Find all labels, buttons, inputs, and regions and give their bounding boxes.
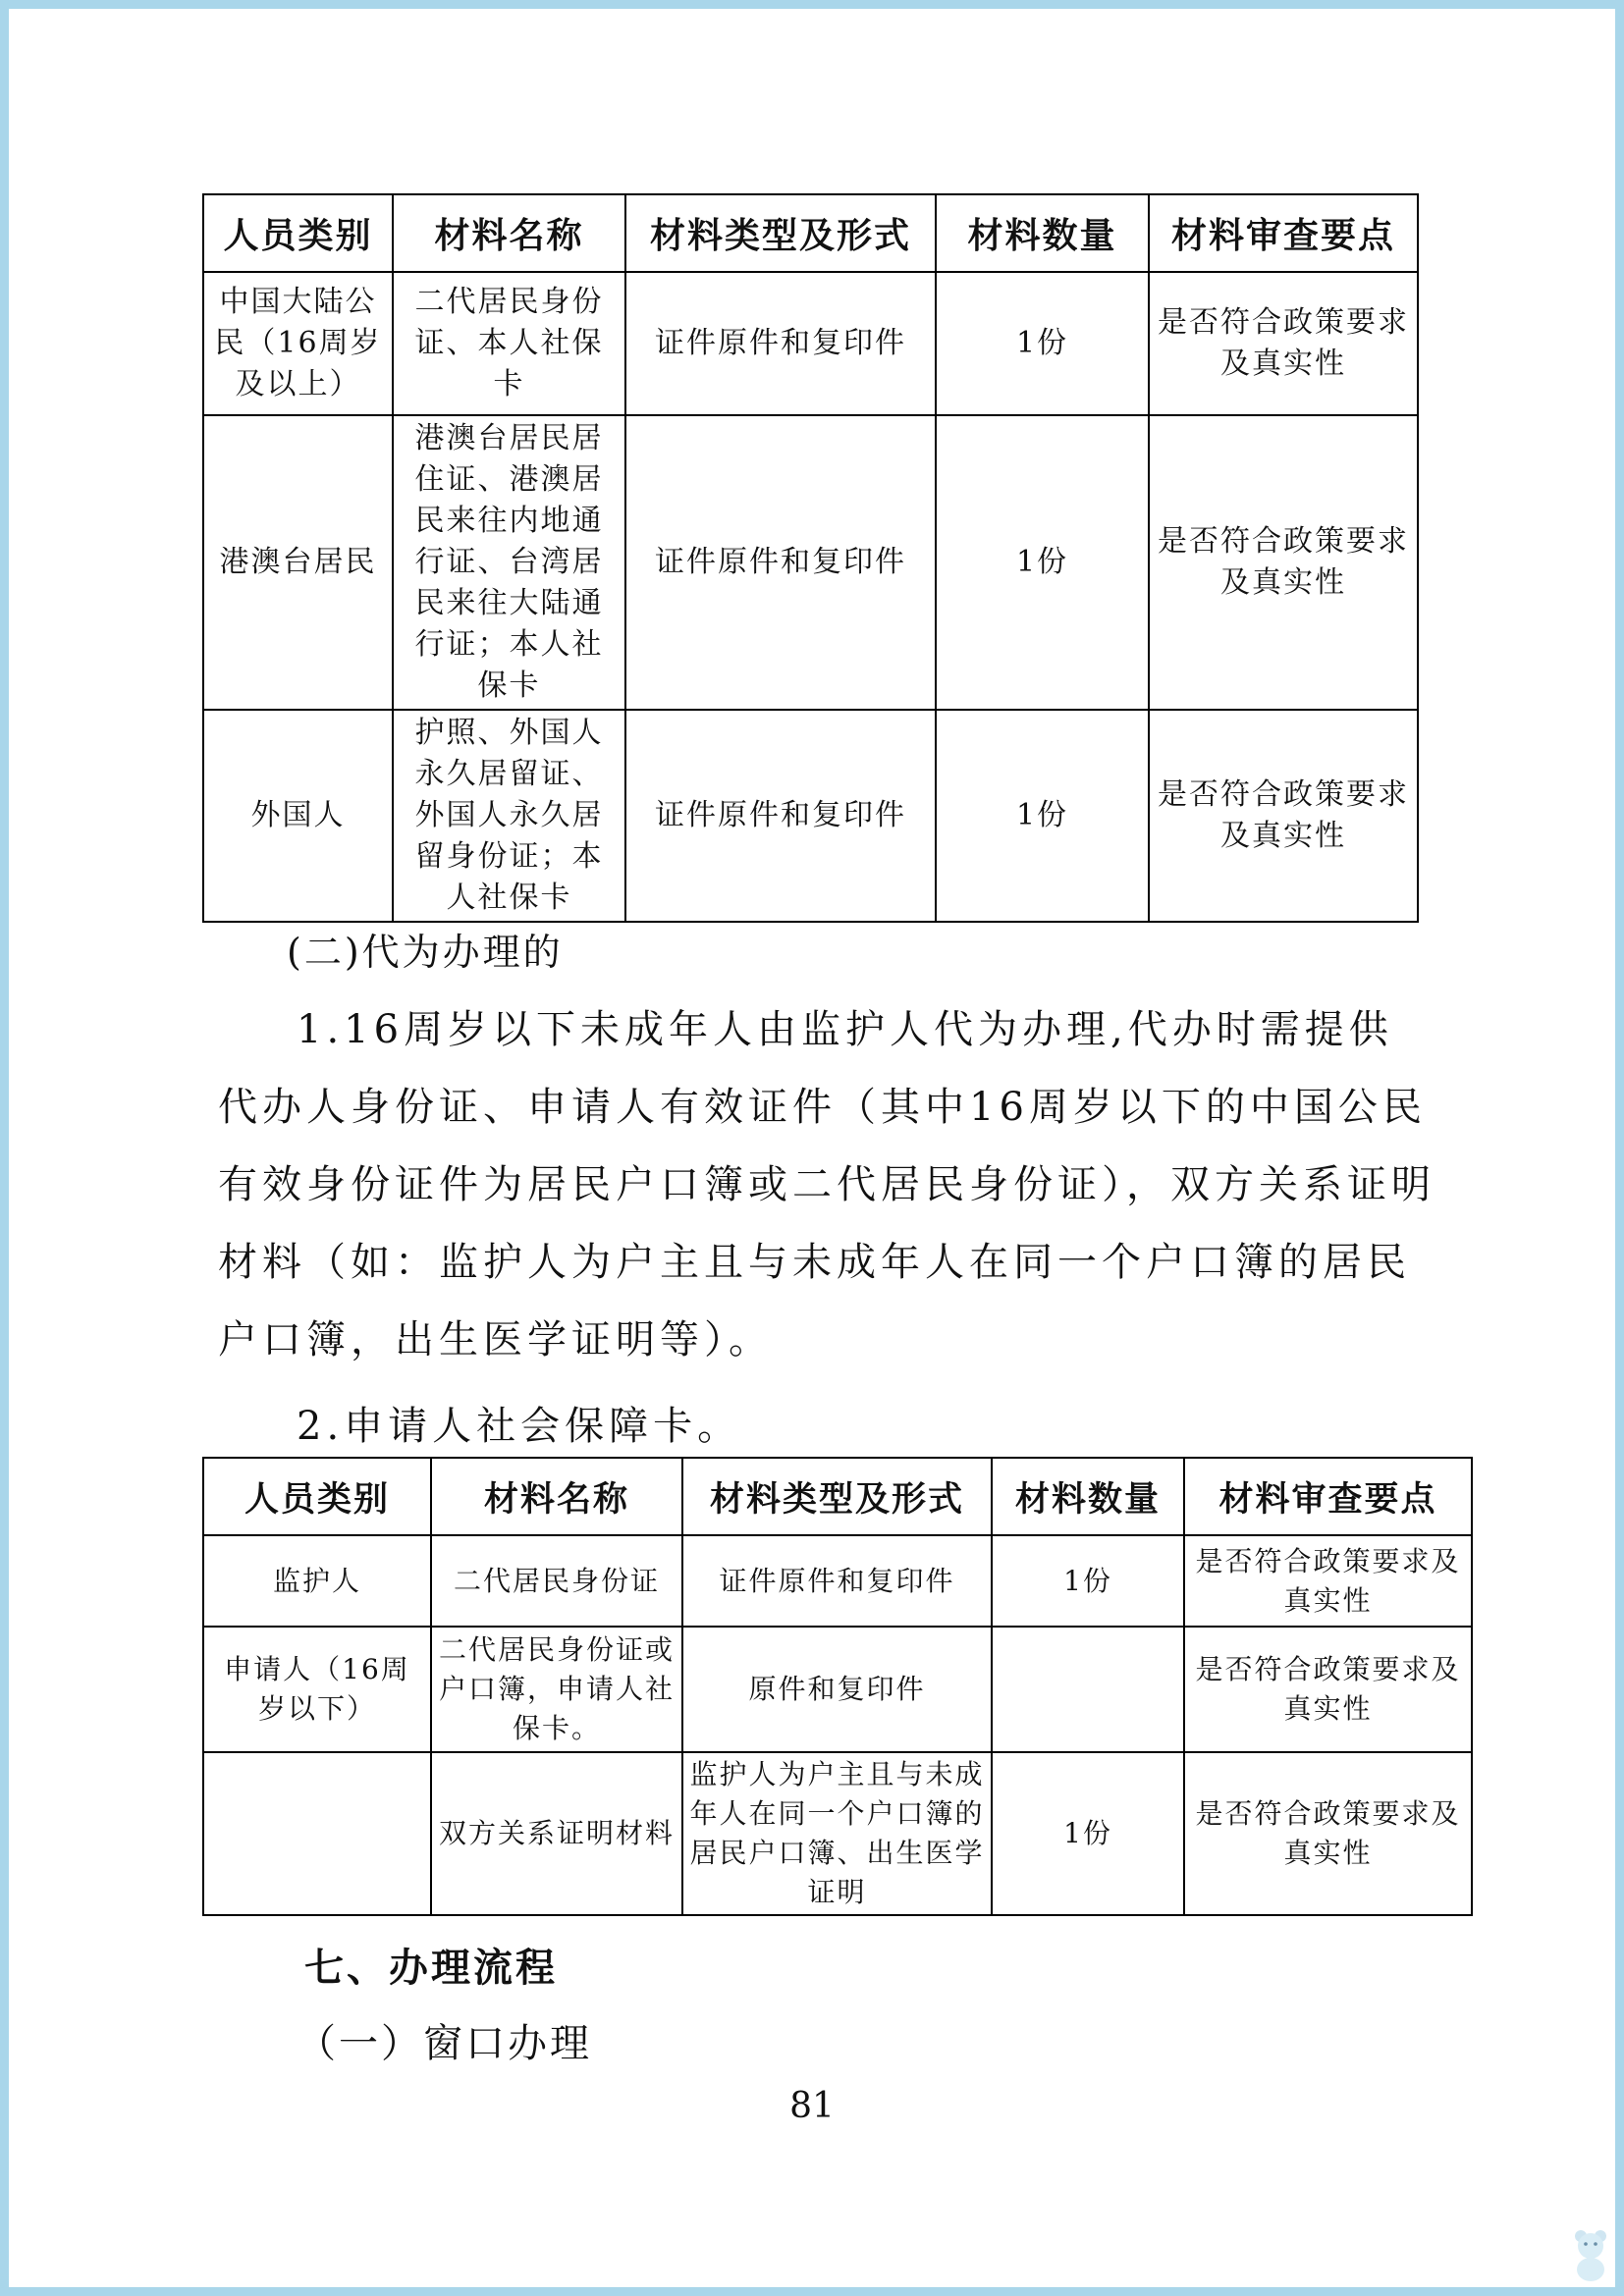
cell-quantity — [992, 1627, 1184, 1752]
cell-review: 是否符合政策要求及真实性 — [1149, 710, 1418, 922]
table-header-row — [203, 194, 1418, 272]
table-row — [203, 710, 1418, 922]
cell-review: 是否符合政策要求及真实性 — [1149, 415, 1418, 710]
header-category: 人员类别 — [203, 1458, 431, 1535]
cell-category: 港澳台居民 — [203, 415, 393, 710]
cell-type: 原件和复印件 — [682, 1627, 992, 1752]
cell-type: 证件原件和复印件 — [625, 710, 936, 922]
table-row — [203, 1535, 1472, 1627]
page-number: 81 — [789, 2086, 835, 2126]
materials-table-proxy — [202, 1457, 1473, 1916]
cell-category — [203, 1752, 431, 1915]
header-review: 材料审查要点 — [1184, 1458, 1472, 1535]
proxy-item-1: 1.16周岁以下未成年人由监护人代为办理,代办时需提供代办人身份证、申请人有效证件（其中16周岁以下的中国公民有效身份证件为居民户口簿或二代居民身份证），双方关系证明材料（如：监护人为户主且与未成年人在同一个户口簿的居民户口簿，出生医学证明等）。 — [218, 1007, 1435, 1362]
cell-category: 中国大陆公民（16周岁及以上） — [203, 272, 393, 415]
cell-material: 港澳台居民居住证、港澳居民来往内地通行证、台湾居民来往大陆通行证；本人社保卡 — [393, 415, 625, 710]
cell-quantity: 1份 — [936, 272, 1149, 415]
table-row — [203, 272, 1418, 415]
section-proxy-title: (二)代为办理的 — [287, 931, 564, 974]
cell-material: 护照、外国人永久居留证、外国人永久居留身份证；本人社保卡 — [393, 710, 625, 922]
cell-quantity: 1份 — [936, 710, 1149, 922]
cell-material: 双方关系证明材料 — [431, 1752, 682, 1915]
header-category: 人员类别 — [203, 194, 393, 272]
materials-table-self — [202, 193, 1419, 923]
cell-category: 申请人（16周岁以下） — [203, 1627, 431, 1752]
cell-review: 是否符合政策要求及真实性 — [1184, 1752, 1472, 1915]
cell-type: 证件原件和复印件 — [625, 415, 936, 710]
header-review: 材料审查要点 — [1149, 194, 1418, 272]
cell-material: 二代居民身份证或户口簿，申请人社保卡。 — [431, 1627, 682, 1752]
header-material: 材料名称 — [393, 194, 625, 272]
cell-quantity: 1份 — [936, 415, 1149, 710]
table-row — [203, 415, 1418, 710]
table-row — [203, 1627, 1472, 1752]
bear-mascot-icon — [1571, 2226, 1610, 2281]
cell-review: 是否符合政策要求及真实性 — [1149, 272, 1418, 415]
cell-category: 外国人 — [203, 710, 393, 922]
cell-review: 是否符合政策要求及真实性 — [1184, 1535, 1472, 1627]
table-header-row — [203, 1458, 1472, 1535]
header-type: 材料类型及形式 — [682, 1458, 992, 1535]
cell-review: 是否符合政策要求及真实性 — [1184, 1627, 1472, 1752]
section-7-sub1: （一）窗口办理 — [297, 2021, 592, 2066]
cell-category: 监护人 — [203, 1535, 431, 1627]
header-type: 材料类型及形式 — [625, 194, 936, 272]
cell-material: 二代居民身份证 — [431, 1535, 682, 1627]
cell-type: 证件原件和复印件 — [625, 272, 936, 415]
table-row — [203, 1752, 1472, 1915]
cell-quantity: 1份 — [992, 1535, 1184, 1627]
header-material: 材料名称 — [431, 1458, 682, 1535]
cell-type: 证件原件和复印件 — [682, 1535, 992, 1627]
header-quantity: 材料数量 — [992, 1458, 1184, 1535]
cell-quantity: 1份 — [992, 1752, 1184, 1915]
header-quantity: 材料数量 — [936, 194, 1149, 272]
cell-type: 监护人为户主且与未成年人在同一个户口簿的居民户口簿、出生医学证明 — [682, 1752, 992, 1915]
cell-material: 二代居民身份证、本人社保卡 — [393, 272, 625, 415]
proxy-item-2: 2.申请人社会保障卡。 — [297, 1404, 742, 1449]
section-7-title: 七、办理流程 — [304, 1946, 558, 1991]
